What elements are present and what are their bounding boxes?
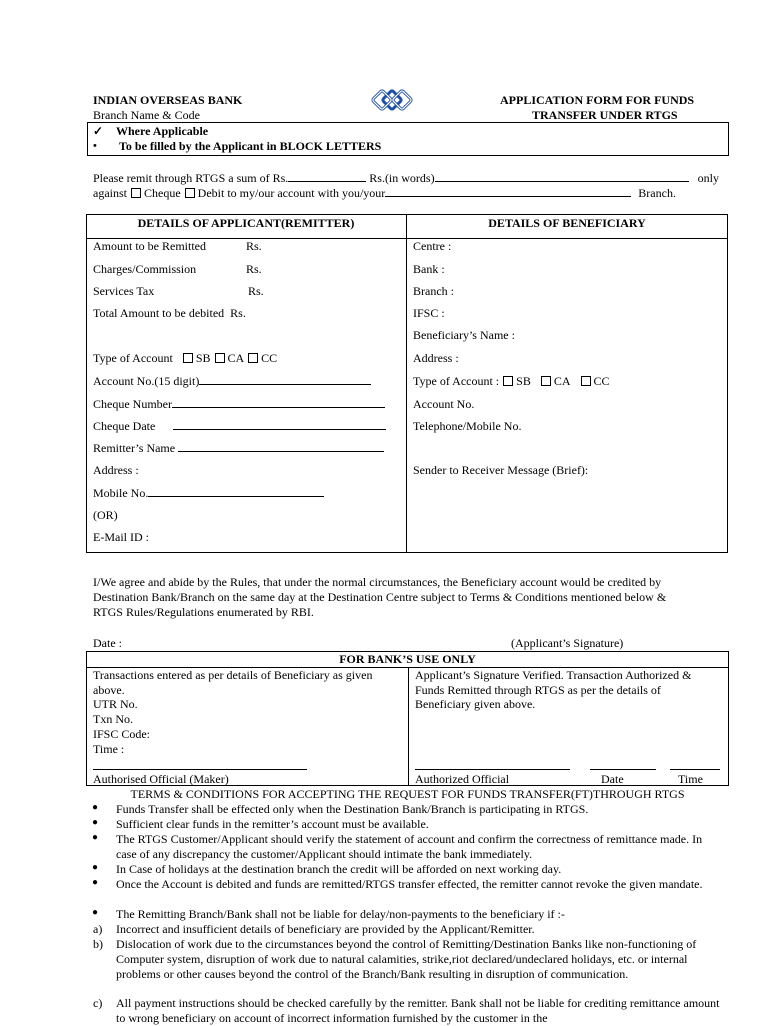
account-no-field[interactable] bbox=[199, 374, 371, 385]
sub-item-text-b: Dislocation of work due to the circumstances beyond the control of Remitting/Destination Banks like non-functioning of Computer system, disruption of work due to natural calamities, strike,riot declared/undeclared holidays, etc. or internal problems or other causes beyond the control of the Branch/Bank resulting in disruption of communication. bbox=[116, 937, 697, 981]
telephone-label: Telephone/Mobile No. bbox=[413, 419, 522, 433]
authorized-official-label: Authorized Official bbox=[415, 772, 510, 786]
declaration-line-2: Destination Bank/Branch on the same day at the Destination Centre subject to Terms & Conditions mentioned below & bbox=[93, 590, 667, 604]
iob-logo-icon bbox=[370, 85, 414, 121]
cheque-date-field[interactable] bbox=[173, 419, 386, 430]
remit-line: Please remit through RTGS a sum of Rs. Rs.(in words) only bbox=[93, 171, 719, 185]
services-tax-rs: Rs. bbox=[248, 284, 264, 298]
declaration-line-3: RTGS Rules/Regulations enumerated by RBI. bbox=[93, 605, 314, 619]
sub-item-text-a: Incorrect and insufficient details of beneficiary are provided by the Applicant/Remitter. bbox=[116, 922, 535, 936]
bank-use-column-divider bbox=[408, 667, 409, 786]
terms-text-1: Funds Transfer shall be effected only when the Destination Bank/Branch is participating in RTGS. bbox=[116, 802, 589, 816]
table-column-divider bbox=[406, 214, 407, 553]
account-no-row: Account No.(15 digit) bbox=[93, 374, 371, 388]
block-letters-note: To be filled by the Applicant in BLOCK LETTERS bbox=[119, 139, 382, 153]
bank-label: Bank : bbox=[413, 262, 445, 276]
date-label: Date : bbox=[93, 636, 122, 650]
bullet-icon: • bbox=[93, 140, 97, 152]
branch-label-ben: Branch : bbox=[413, 284, 454, 298]
cheque-number-field[interactable] bbox=[172, 397, 385, 408]
total-label: Total Amount to be debited Rs. bbox=[93, 306, 246, 320]
remitter-address-label: Address : bbox=[93, 463, 139, 477]
branch-field[interactable] bbox=[385, 186, 631, 197]
terms-text-2: Sufficient clear funds in the remitter’s account must be available. bbox=[116, 817, 429, 831]
form-title-line-1: APPLICATION FORM FOR FUNDS bbox=[500, 93, 695, 107]
ca-checkbox[interactable] bbox=[215, 353, 225, 363]
bullet-icon: ● bbox=[92, 907, 99, 918]
bank-use-title: FOR BANK’S USE ONLY bbox=[339, 652, 476, 666]
terms-text-3: The RTGS Customer/Applicant should verify the statement of account and confirm the correctness of remittance made. In case of any discrepancy the customer/Applicant should intimate the bank immediately. bbox=[116, 832, 703, 861]
branch-label: Branch Name & Code bbox=[93, 108, 200, 122]
mobile-row: Mobile No. bbox=[93, 486, 324, 500]
sub-item-text-c: All payment instructions should be checked carefully by the remitter. Bank shall not be liable for crediting remittance amount to wrong beneficiary on account of incorrect information furnished by the customer in the bbox=[116, 996, 720, 1025]
maker-label: Authorised Official (Maker) bbox=[93, 772, 229, 786]
applicant-header: DETAILS OF APPLICANT(REMITTER) bbox=[137, 216, 355, 230]
amount-field[interactable] bbox=[288, 171, 366, 182]
ben-ca-checkbox[interactable] bbox=[541, 376, 551, 386]
amount-label: Amount to be Remitted bbox=[93, 239, 206, 253]
date-line bbox=[590, 769, 656, 770]
bullet-icon: ● bbox=[92, 877, 99, 888]
bank-time-label-right: Time bbox=[678, 772, 703, 786]
sender-message-label: Sender to Receiver Message (Brief): bbox=[413, 463, 589, 477]
bank-left-line-1: Transactions entered as per details of Beneficiary as given bbox=[93, 668, 373, 682]
bank-right-line-2: Funds Remitted through RTGS as per the details of bbox=[415, 683, 661, 697]
against-line: against Cheque Debit to my/our account with you/your Branch. bbox=[93, 186, 676, 200]
authorized-signature-line bbox=[415, 769, 570, 770]
debit-checkbox[interactable] bbox=[185, 188, 195, 198]
remitter-name-field[interactable] bbox=[178, 441, 384, 452]
amount-rs: Rs. bbox=[246, 239, 262, 253]
terms-text-4: In Case of holidays at the destination branch the credit will be afforded on next working day. bbox=[116, 862, 562, 876]
where-applicable-note: Where Applicable bbox=[116, 124, 209, 138]
txn-label: Txn No. bbox=[93, 712, 133, 726]
cc-checkbox[interactable] bbox=[248, 353, 258, 363]
terms-text-6: The Remitting Branch/Bank shall not be liable for delay/non-payments to the beneficiary if :- bbox=[116, 907, 565, 921]
terms-text-5: Once the Account is debited and funds are remitted/RTGS transfer effected, the remitter cannot revoke the given mandate. bbox=[116, 877, 703, 891]
charges-rs: Rs. bbox=[246, 262, 262, 276]
sb-checkbox[interactable] bbox=[183, 353, 193, 363]
mobile-field[interactable] bbox=[148, 486, 324, 497]
ben-cc-checkbox[interactable] bbox=[581, 376, 591, 386]
beneficiary-header: DETAILS OF BENEFICIARY bbox=[488, 216, 646, 230]
bank-time-label: Time : bbox=[93, 742, 125, 756]
bank-date-label: Date bbox=[601, 772, 624, 786]
bank-right-line-1: Applicant’s Signature Verified. Transaction Authorized & bbox=[415, 668, 692, 682]
bullet-icon: ● bbox=[92, 862, 99, 873]
terms-title: TERMS & CONDITIONS FOR ACCEPTING THE REQUEST FOR FUNDS TRANSFER(FT)THROUGH RTGS bbox=[130, 787, 685, 801]
beneficiary-account-type-row: Type of Account : SB CA CC bbox=[413, 374, 610, 388]
applicant-signature-label: (Applicant’s Signature) bbox=[511, 636, 624, 650]
sub-item-letter: a) bbox=[93, 922, 103, 936]
remitter-name-row: Remitter’s Name bbox=[93, 441, 384, 455]
bullet-icon: ● bbox=[92, 802, 99, 813]
email-label: E-Mail ID : bbox=[93, 530, 149, 544]
bank-name: INDIAN OVERSEAS BANK bbox=[93, 93, 243, 107]
bullet-icon: ● bbox=[92, 817, 99, 828]
bank-right-line-3: Beneficiary given above. bbox=[415, 697, 536, 711]
time-line bbox=[670, 769, 720, 770]
centre-label: Centre : bbox=[413, 239, 452, 253]
bank-ifsc-label: IFSC Code: bbox=[93, 727, 151, 741]
bullet-icon: ● bbox=[92, 832, 99, 843]
bank-left-line-2: above. bbox=[93, 683, 125, 697]
beneficiary-address-label: Address : bbox=[413, 351, 459, 365]
account-type-row: Type of Account SB CA CC bbox=[93, 351, 278, 365]
cheque-date-row: Cheque Date bbox=[93, 419, 386, 433]
maker-signature-line bbox=[93, 769, 307, 770]
amount-in-words-field[interactable] bbox=[435, 171, 689, 182]
services-tax-label: Services Tax bbox=[93, 284, 155, 298]
form-title-line-2: TRANSFER UNDER RTGS bbox=[532, 108, 678, 122]
ifsc-label: IFSC : bbox=[413, 306, 445, 320]
declaration-line-1: I/We agree and abide by the Rules, that under the normal circumstances, the Beneficiary account would be credited by bbox=[93, 575, 662, 589]
beneficiary-account-no-label: Account No. bbox=[413, 397, 475, 411]
check-icon: ✓ bbox=[93, 124, 104, 138]
utr-label: UTR No. bbox=[93, 697, 138, 711]
ben-sb-checkbox[interactable] bbox=[503, 376, 513, 386]
cheque-number-row: Cheque Number bbox=[93, 397, 385, 411]
sub-item-letter: c) bbox=[93, 996, 103, 1010]
sub-item-letter: b) bbox=[93, 937, 103, 951]
or-label: (OR) bbox=[93, 508, 118, 522]
cheque-checkbox[interactable] bbox=[131, 188, 141, 198]
beneficiary-name-label: Beneficiary’s Name : bbox=[413, 328, 515, 342]
charges-label: Charges/Commission bbox=[93, 262, 197, 276]
